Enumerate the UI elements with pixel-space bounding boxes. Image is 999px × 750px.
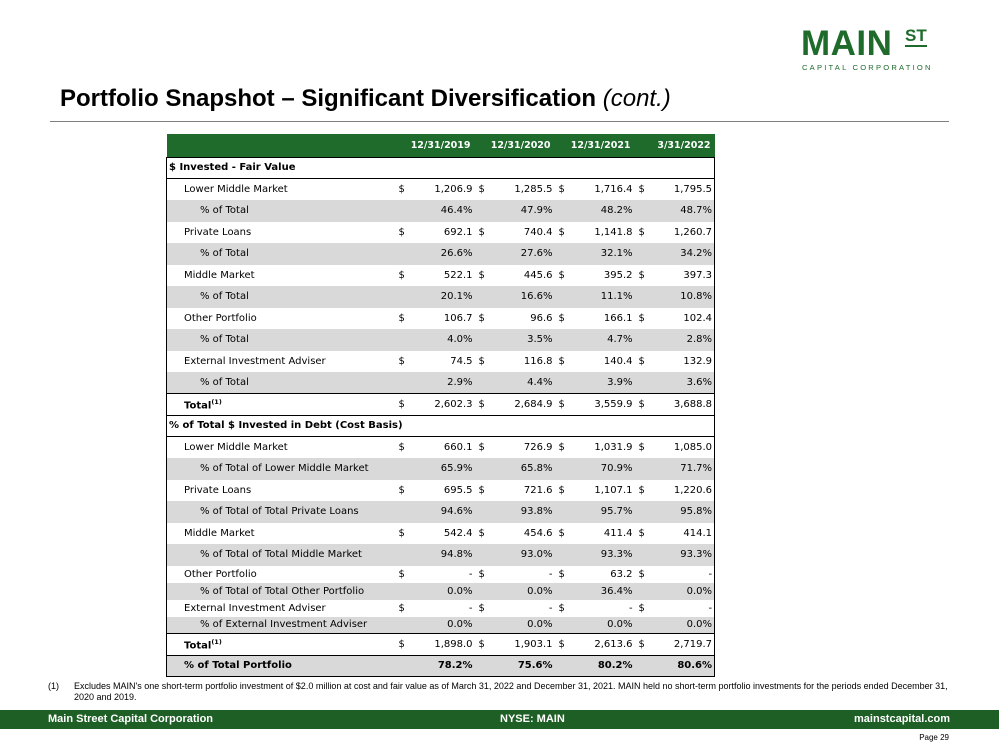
- table-row-value: [167, 351, 715, 373]
- column-header: 12/31/2019: [395, 134, 475, 157]
- currency-cell: [555, 372, 575, 394]
- currency-cell: [555, 655, 575, 677]
- currency-cell: $: [398, 484, 405, 496]
- value-cell: 36.4%: [575, 583, 635, 600]
- value-cell: 1,795.5: [655, 179, 715, 201]
- table-row-pct: [167, 458, 715, 480]
- value-cell: 93.3%: [575, 544, 635, 566]
- title-divider: [50, 121, 949, 122]
- currency-cell: $: [398, 568, 405, 580]
- row-label-text: % of Total: [200, 334, 249, 346]
- footer-company: Main Street Capital Corporation: [48, 713, 214, 725]
- value-cell: 1,898.0: [415, 634, 475, 656]
- value-cell: 32.1%: [575, 243, 635, 265]
- row-label: [167, 394, 395, 416]
- footnote-text: Excludes MAIN's one short-term portfolio investment of $2.0 million at cost and fair value as of March 31, 2022 and December 31, 2021. MAIN held no short-term portfolio investments for the periods ended December 31, 2020 and 2019.: [74, 681, 948, 702]
- value-cell: 1,260.7: [655, 222, 715, 244]
- page-title: [60, 85, 671, 113]
- row-label-text: Private Loans: [184, 484, 252, 496]
- row-label-text: Lower Middle Market: [184, 442, 288, 453]
- table-row-value: [167, 566, 715, 583]
- value-cell: 454.6: [523, 527, 553, 539]
- row-label-text: External Investment Adviser: [184, 602, 326, 614]
- value-cell: 1,716.4: [594, 184, 633, 195]
- value-cell: 397.3: [655, 265, 715, 287]
- value-cell: 93.3%: [655, 544, 715, 566]
- value-cell: -: [468, 568, 473, 580]
- logo-main-text: MAIN: [801, 24, 893, 63]
- row-label: [167, 157, 715, 179]
- value-cell: -: [548, 568, 553, 580]
- row-label: [167, 437, 395, 459]
- value-cell: 0.0%: [495, 583, 555, 600]
- footer-ticker: NYSE: MAIN: [500, 713, 565, 725]
- header-blank-cell: [167, 134, 395, 157]
- column-header: 12/31/2020: [475, 134, 555, 157]
- row-label: [167, 286, 395, 308]
- value-cell: 47.9%: [495, 200, 555, 222]
- row-label-text: % of Total: [200, 205, 249, 217]
- row-label: [167, 617, 395, 634]
- row-label: [167, 372, 395, 394]
- row-label: [167, 544, 395, 566]
- table-row-pct: [167, 243, 715, 265]
- currency-cell: [555, 544, 575, 566]
- table-row-pct: [167, 583, 715, 600]
- footer-bar: [0, 710, 999, 729]
- value-cell: 2,719.7: [655, 634, 715, 656]
- currency-cell: $: [395, 394, 415, 416]
- value-cell: 116.8: [523, 355, 553, 367]
- currency-cell: [475, 458, 495, 480]
- currency-cell: $: [558, 312, 565, 324]
- row-label: [167, 634, 395, 656]
- value-cell: 106.7: [443, 312, 473, 324]
- row-label-text: Lower Middle Market: [184, 184, 288, 195]
- currency-cell: [635, 200, 655, 222]
- table-row-pct: [167, 544, 715, 566]
- value-cell: 726.9: [523, 442, 553, 453]
- table-row-value: [167, 523, 715, 545]
- currency-cell: $: [398, 269, 405, 281]
- table-row-final: [167, 655, 715, 677]
- currency-cell: $: [635, 394, 655, 416]
- value-cell: 1,903.1: [495, 634, 555, 656]
- value-cell: 48.2%: [575, 200, 635, 222]
- table-row-pct: [167, 372, 715, 394]
- value-cell: 70.9%: [575, 458, 635, 480]
- value-cell: 95.7%: [575, 501, 635, 523]
- currency-cell: [635, 617, 655, 634]
- currency-cell: [395, 243, 415, 265]
- footnote-marker: (1): [211, 397, 222, 406]
- currency-cell: [635, 286, 655, 308]
- currency-cell: $: [638, 312, 645, 324]
- currency-cell: $: [478, 568, 485, 580]
- value-cell: 1,285.5: [514, 184, 553, 195]
- value-cell: -: [628, 602, 633, 614]
- row-label-text: % of Total of Total Other Portfolio: [200, 585, 365, 597]
- value-cell: -: [655, 566, 715, 583]
- row-label-text: % of Total Portfolio: [184, 660, 292, 672]
- column-header: 12/31/2021: [555, 134, 635, 157]
- table-header-row: [167, 134, 715, 157]
- value-cell: 75.6%: [495, 655, 555, 677]
- row-label-text: % of Total of Lower Middle Market: [200, 463, 369, 475]
- table-row-value: [167, 480, 715, 502]
- portfolio-snapshot-table: [166, 134, 715, 677]
- table-row-pct: [167, 200, 715, 222]
- table-row-value: [167, 265, 715, 287]
- currency-cell: [395, 329, 415, 351]
- currency-cell: [555, 200, 575, 222]
- value-cell: 10.8%: [655, 286, 715, 308]
- row-label: [167, 329, 395, 351]
- currency-cell: $: [638, 568, 645, 580]
- value-cell: 2.8%: [655, 329, 715, 351]
- row-label-text: Other Portfolio: [184, 568, 257, 580]
- value-cell: 414.1: [655, 523, 715, 545]
- value-cell: 1,220.6: [655, 480, 715, 502]
- value-cell: 94.8%: [415, 544, 475, 566]
- table-row-pct: [167, 617, 715, 634]
- currency-cell: $: [558, 226, 565, 238]
- currency-cell: $: [638, 355, 645, 367]
- value-cell: 65.8%: [495, 458, 555, 480]
- currency-cell: [555, 286, 575, 308]
- currency-cell: [475, 329, 495, 351]
- page-number: Page 29: [919, 733, 949, 742]
- row-label: [167, 308, 395, 330]
- row-label: [167, 458, 395, 480]
- value-cell: 166.1: [603, 312, 633, 324]
- currency-cell: [475, 501, 495, 523]
- currency-cell: [635, 458, 655, 480]
- value-cell: 94.6%: [415, 501, 475, 523]
- currency-cell: [555, 583, 575, 600]
- currency-cell: [395, 583, 415, 600]
- value-cell: 2,613.6: [575, 634, 635, 656]
- table-row-pct: [167, 286, 715, 308]
- currency-cell: [395, 544, 415, 566]
- row-label-text: Middle Market: [184, 527, 255, 539]
- row-label: [167, 583, 395, 600]
- currency-cell: [635, 501, 655, 523]
- currency-cell: $: [638, 226, 645, 238]
- currency-cell: $: [558, 602, 565, 614]
- value-cell: 1,206.9: [434, 184, 473, 195]
- row-label: [167, 351, 395, 373]
- value-cell: 740.4: [523, 226, 553, 238]
- currency-cell: [475, 583, 495, 600]
- value-cell: 48.7%: [655, 200, 715, 222]
- currency-cell: $: [638, 602, 645, 614]
- value-cell: 93.0%: [495, 544, 555, 566]
- row-label: [167, 222, 395, 244]
- currency-cell: $: [638, 184, 645, 195]
- table-row-value: [167, 437, 715, 459]
- logo-subtitle: CAPITAL CORPORATION: [802, 63, 933, 72]
- value-cell: 65.9%: [415, 458, 475, 480]
- table-row-value: [167, 222, 715, 244]
- currency-cell: $: [398, 184, 405, 195]
- row-label-text: Private Loans: [184, 226, 252, 238]
- row-label: [167, 655, 395, 677]
- value-cell: 2,602.3: [415, 394, 475, 416]
- currency-cell: $: [558, 355, 565, 367]
- row-label: [167, 600, 395, 617]
- currency-cell: [475, 286, 495, 308]
- value-cell: 411.4: [603, 527, 633, 539]
- footer-website: mainstcapital.com: [854, 713, 950, 725]
- currency-cell: [395, 501, 415, 523]
- value-cell: 46.4%: [415, 200, 475, 222]
- currency-cell: [475, 544, 495, 566]
- value-cell: 542.4: [443, 527, 473, 539]
- row-label: [167, 480, 395, 502]
- value-cell: 3.6%: [655, 372, 715, 394]
- value-cell: 395.2: [603, 269, 633, 281]
- row-label-text: Middle Market: [184, 269, 255, 281]
- main-street-logo: [801, 26, 937, 72]
- currency-cell: $: [398, 355, 405, 367]
- currency-cell: $: [558, 269, 565, 281]
- value-cell: -: [468, 602, 473, 614]
- value-cell: 132.9: [655, 351, 715, 373]
- currency-cell: $: [558, 442, 565, 453]
- value-cell: 0.0%: [415, 583, 475, 600]
- value-cell: 695.5: [443, 484, 473, 496]
- value-cell: 1,107.1: [594, 484, 633, 496]
- currency-cell: $: [478, 269, 485, 281]
- currency-cell: $: [398, 527, 405, 539]
- row-label: [167, 243, 395, 265]
- currency-cell: [395, 200, 415, 222]
- value-cell: 71.7%: [655, 458, 715, 480]
- value-cell: 20.1%: [415, 286, 475, 308]
- value-cell: 74.5: [450, 355, 473, 367]
- title-main: Portfolio Snapshot – Significant Diversification: [60, 85, 597, 112]
- currency-cell: [635, 544, 655, 566]
- value-cell: 34.2%: [655, 243, 715, 265]
- footnote: [48, 681, 948, 703]
- table-row-total: [167, 634, 715, 656]
- value-cell: 0.0%: [655, 583, 715, 600]
- currency-cell: $: [398, 312, 405, 324]
- value-cell: 721.6: [523, 484, 553, 496]
- value-cell: 16.6%: [495, 286, 555, 308]
- value-cell: -: [655, 600, 715, 617]
- row-label: [167, 200, 395, 222]
- currency-cell: [475, 617, 495, 634]
- currency-cell: $: [395, 634, 415, 656]
- value-cell: 4.7%: [575, 329, 635, 351]
- value-cell: 80.6%: [655, 655, 715, 677]
- currency-cell: $: [555, 394, 575, 416]
- currency-cell: [475, 243, 495, 265]
- currency-cell: $: [478, 184, 485, 195]
- currency-cell: [635, 583, 655, 600]
- currency-cell: [395, 617, 415, 634]
- currency-cell: $: [478, 312, 485, 324]
- currency-cell: [475, 372, 495, 394]
- currency-cell: [635, 243, 655, 265]
- row-label-text: $ Invested - Fair Value: [169, 162, 296, 174]
- value-cell: 1,085.0: [655, 437, 715, 459]
- currency-cell: $: [478, 602, 485, 614]
- currency-cell: [555, 617, 575, 634]
- currency-cell: [395, 458, 415, 480]
- row-label: [167, 566, 395, 583]
- value-cell: 63.2: [610, 568, 633, 580]
- currency-cell: $: [398, 602, 405, 614]
- currency-cell: $: [638, 442, 645, 453]
- value-cell: 1,141.8: [594, 226, 633, 238]
- value-cell: 102.4: [655, 308, 715, 330]
- value-cell: 522.1: [443, 269, 473, 281]
- table-row-value: [167, 179, 715, 201]
- footnote-marker: (1): [211, 637, 222, 646]
- currency-cell: [475, 655, 495, 677]
- currency-cell: [395, 286, 415, 308]
- currency-cell: $: [478, 442, 485, 453]
- currency-cell: [555, 458, 575, 480]
- table-row-section: [167, 415, 715, 437]
- title-cont: (cont.): [602, 85, 671, 112]
- currency-cell: [475, 200, 495, 222]
- currency-cell: [395, 655, 415, 677]
- row-label-text: % of Total of Total Middle Market: [200, 549, 362, 561]
- row-label-text: Other Portfolio: [184, 312, 257, 324]
- row-label-text: % of Total $ Invested in Debt (Cost Basis): [169, 420, 403, 432]
- value-cell: 27.6%: [495, 243, 555, 265]
- value-cell: 4.4%: [495, 372, 555, 394]
- row-label: [167, 265, 395, 287]
- currency-cell: $: [638, 269, 645, 281]
- value-cell: -: [548, 602, 553, 614]
- value-cell: 692.1: [443, 226, 473, 238]
- currency-cell: $: [638, 527, 645, 539]
- value-cell: 3,559.9: [575, 394, 635, 416]
- currency-cell: $: [478, 355, 485, 367]
- value-cell: 0.0%: [655, 617, 715, 634]
- currency-cell: $: [478, 484, 485, 496]
- value-cell: 11.1%: [575, 286, 635, 308]
- currency-cell: $: [478, 527, 485, 539]
- currency-cell: [635, 655, 655, 677]
- currency-cell: $: [558, 184, 565, 195]
- currency-cell: $: [478, 226, 485, 238]
- currency-cell: $: [558, 527, 565, 539]
- value-cell: 0.0%: [495, 617, 555, 634]
- currency-cell: [555, 329, 575, 351]
- value-cell: 4.0%: [415, 329, 475, 351]
- table-row-pct: [167, 329, 715, 351]
- currency-cell: $: [558, 568, 565, 580]
- table-row-pct: [167, 501, 715, 523]
- value-cell: 78.2%: [415, 655, 475, 677]
- row-label-text: % of Total: [200, 377, 249, 388]
- currency-cell: $: [558, 484, 565, 496]
- value-cell: 2.9%: [415, 372, 475, 394]
- currency-cell: $: [635, 634, 655, 656]
- row-label-text: Total: [184, 639, 212, 651]
- logo-st-text: ST: [905, 26, 927, 45]
- value-cell: 2,684.9: [495, 394, 555, 416]
- value-cell: 660.1: [443, 442, 473, 453]
- row-label-text: Total: [184, 399, 212, 411]
- value-cell: 140.4: [603, 355, 633, 367]
- value-cell: 1,031.9: [594, 442, 633, 453]
- currency-cell: $: [398, 226, 405, 238]
- currency-cell: $: [555, 634, 575, 656]
- row-label-text: % of Total: [200, 248, 249, 260]
- currency-cell: [555, 501, 575, 523]
- currency-cell: $: [475, 394, 495, 416]
- row-label-text: % of External Investment Adviser: [200, 619, 368, 631]
- value-cell: 3.9%: [575, 372, 635, 394]
- table-row-value: [167, 308, 715, 330]
- row-label-text: External Investment Adviser: [184, 355, 326, 367]
- currency-cell: [635, 372, 655, 394]
- row-label: [167, 179, 395, 201]
- value-cell: 96.6: [530, 312, 553, 324]
- value-cell: 3,688.8: [655, 394, 715, 416]
- value-cell: 26.6%: [415, 243, 475, 265]
- footnote-number: (1): [48, 681, 59, 691]
- row-label-text: % of Total: [200, 291, 249, 303]
- currency-cell: [635, 329, 655, 351]
- value-cell: 93.8%: [495, 501, 555, 523]
- row-label-text: % of Total of Total Private Loans: [200, 506, 359, 518]
- currency-cell: $: [475, 634, 495, 656]
- value-cell: 0.0%: [575, 617, 635, 634]
- table-row-total: [167, 394, 715, 416]
- value-cell: 80.2%: [575, 655, 635, 677]
- currency-cell: [395, 372, 415, 394]
- currency-cell: $: [638, 484, 645, 496]
- row-label: [167, 501, 395, 523]
- table-row-section: [167, 157, 715, 179]
- value-cell: 3.5%: [495, 329, 555, 351]
- column-header: 3/31/2022: [635, 134, 715, 157]
- value-cell: 95.8%: [655, 501, 715, 523]
- value-cell: 445.6: [523, 269, 553, 281]
- table-row-value: [167, 600, 715, 617]
- row-label: [167, 415, 715, 437]
- value-cell: 0.0%: [415, 617, 475, 634]
- currency-cell: $: [398, 442, 405, 453]
- currency-cell: [555, 243, 575, 265]
- row-label: [167, 523, 395, 545]
